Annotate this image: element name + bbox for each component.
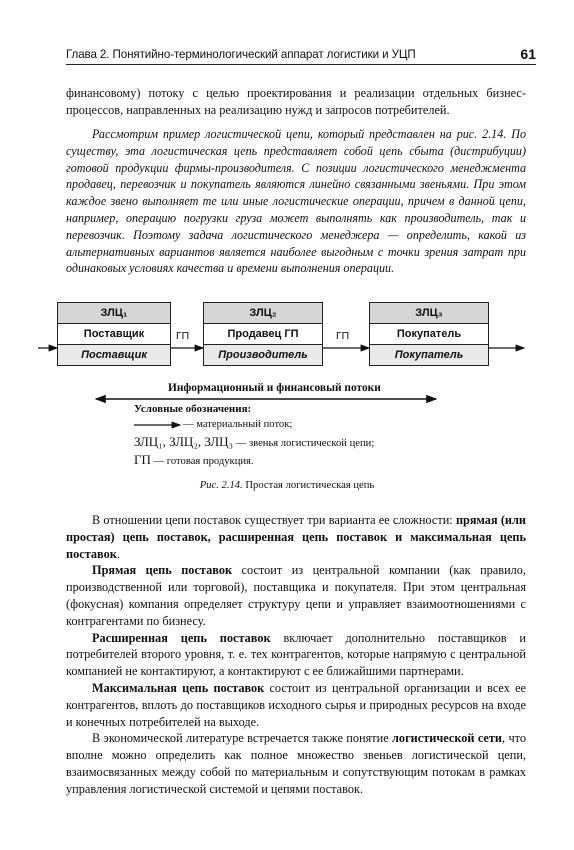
legend-gp-desc: — готовая продукция.	[153, 456, 254, 467]
legend-links	[134, 434, 374, 450]
page-number: 61	[520, 46, 536, 62]
link-2-code: ЗЛЦ₂	[204, 303, 322, 324]
legend-arrow-desc: — материальный поток;	[183, 419, 293, 430]
paragraph-maximal-chain	[66, 680, 526, 730]
info-flow-label: Информационный и финансовый потоки	[168, 382, 381, 394]
legend-title-text: Условные обозначения:	[134, 403, 252, 415]
legend-title	[134, 403, 251, 415]
p5-text-a: В экономической литературе встречается также понятие	[92, 731, 389, 746]
link-1-code: ЗЛЦ₁	[58, 303, 170, 324]
chain-link-1	[57, 302, 171, 366]
chain-link-3	[369, 302, 489, 366]
link-3-entity: Покупатель	[370, 345, 488, 365]
p1-terms: прямая (или простая) цепь поставок, расширенная цепь поставок и максимальная цепь поставок	[66, 513, 526, 561]
link-3-role: Покупатель	[370, 324, 488, 345]
p4-text: состоит из центральной организации и всех ее контрагентов, вплоть до поставщиков исходного сырья и природных ресурсов на входе и конечных потребителей на выходе.	[66, 680, 526, 729]
body-text	[66, 512, 526, 798]
running-title: Глава 2. Понятийно-терминологический аппарат логистики и УЦП	[66, 48, 416, 61]
paragraph-complexity	[66, 512, 526, 562]
arrow-label-gp-2: ГП	[336, 330, 350, 342]
caption-number: Рис. 2.14.	[199, 480, 243, 491]
paragraph-extended-chain	[66, 630, 526, 680]
p4-term: Максимальная цепь поставок	[92, 680, 265, 695]
link-1-role: Поставщик	[58, 324, 170, 345]
arrow-label-gp-1: ГП	[176, 330, 190, 342]
paragraph-logistic-network	[66, 730, 526, 797]
paragraph-direct-chain	[66, 562, 526, 629]
link-3-code: ЗЛЦ₃	[370, 303, 488, 324]
intro-line-2: процессов, направленных на реализацию нужд и запросов потребителей.	[66, 102, 450, 117]
p1-end: .	[116, 546, 120, 561]
p2-term: Прямая цепь поставок	[92, 563, 233, 578]
chain-link-2	[203, 302, 323, 366]
p5-term: логистической сети	[392, 731, 503, 746]
p1-text: В отношении цепи поставок существует три варианта ее сложности:	[92, 513, 453, 527]
intro-line-1: финансовому) потоку с целью проектирования и реализации отдельных бизнес-	[66, 86, 526, 100]
legend-links-codes: ЗЛЦ₁, ЗЛЦ₂, ЗЛЦ₃	[134, 434, 234, 449]
link-2-entity: Производитель	[204, 345, 322, 365]
p5-text-b: , что вполне можно определить как полное множество звеньев логистической цепи, взаимосвязанных между собой по материальным и сопутствующим потокам в рамках управления логистической системой и цепями поставок.	[66, 731, 526, 796]
p3-term: Расширенная цепь поставок	[92, 630, 271, 645]
legend-links-desc: — звенья логистической цепи;	[235, 438, 375, 449]
legend-gp-code: ГП	[134, 452, 151, 467]
p3-text: включает дополнительно поставщиков и потребителей второго уровня, т. е. тех контрагентов, которые напрямую с центральной компанией не контактируют, а контактируют с ее ближайшими партнерами.	[66, 630, 527, 679]
caption-text: Простая логистическая цепь	[245, 480, 375, 491]
p2-text: состоит из центральной компании (как правило, производственной или торговой), поставщика и покупателя. При этом центральная (фокусная) компания определяет структуру цепи и управляет взаимоотношениями с контрагентами по бизнесу.	[66, 563, 527, 628]
link-1-entity: Поставщик	[58, 345, 170, 365]
figure-caption	[0, 480, 574, 491]
link-2-role: Продавец ГП	[204, 324, 322, 345]
legend-gp	[134, 452, 254, 468]
example-text: Рассмотрим пример логистической цепи, который представлен на рис. 2.14. По существу, эта логистическая цепь представляет собой цепь сбыта (дистрибуции) готовой продукции фирмы-производителя. С позиции логистического менеджмента продавец, перевозчик и покупатель являются линейно связанными звеньями. При этом каждое звено выполняет те или иные логистические операции, причем в данной цепи, например, операцию погрузки груза может выполнять как производитель, так и перевозчик. Поэтому задача логистического менеджера — определить, какой из альтернативных вариантов является наиболее выгодным с точки зрения затрат при одинаковых условиях качества и времени выполнения операции.	[66, 127, 526, 276]
